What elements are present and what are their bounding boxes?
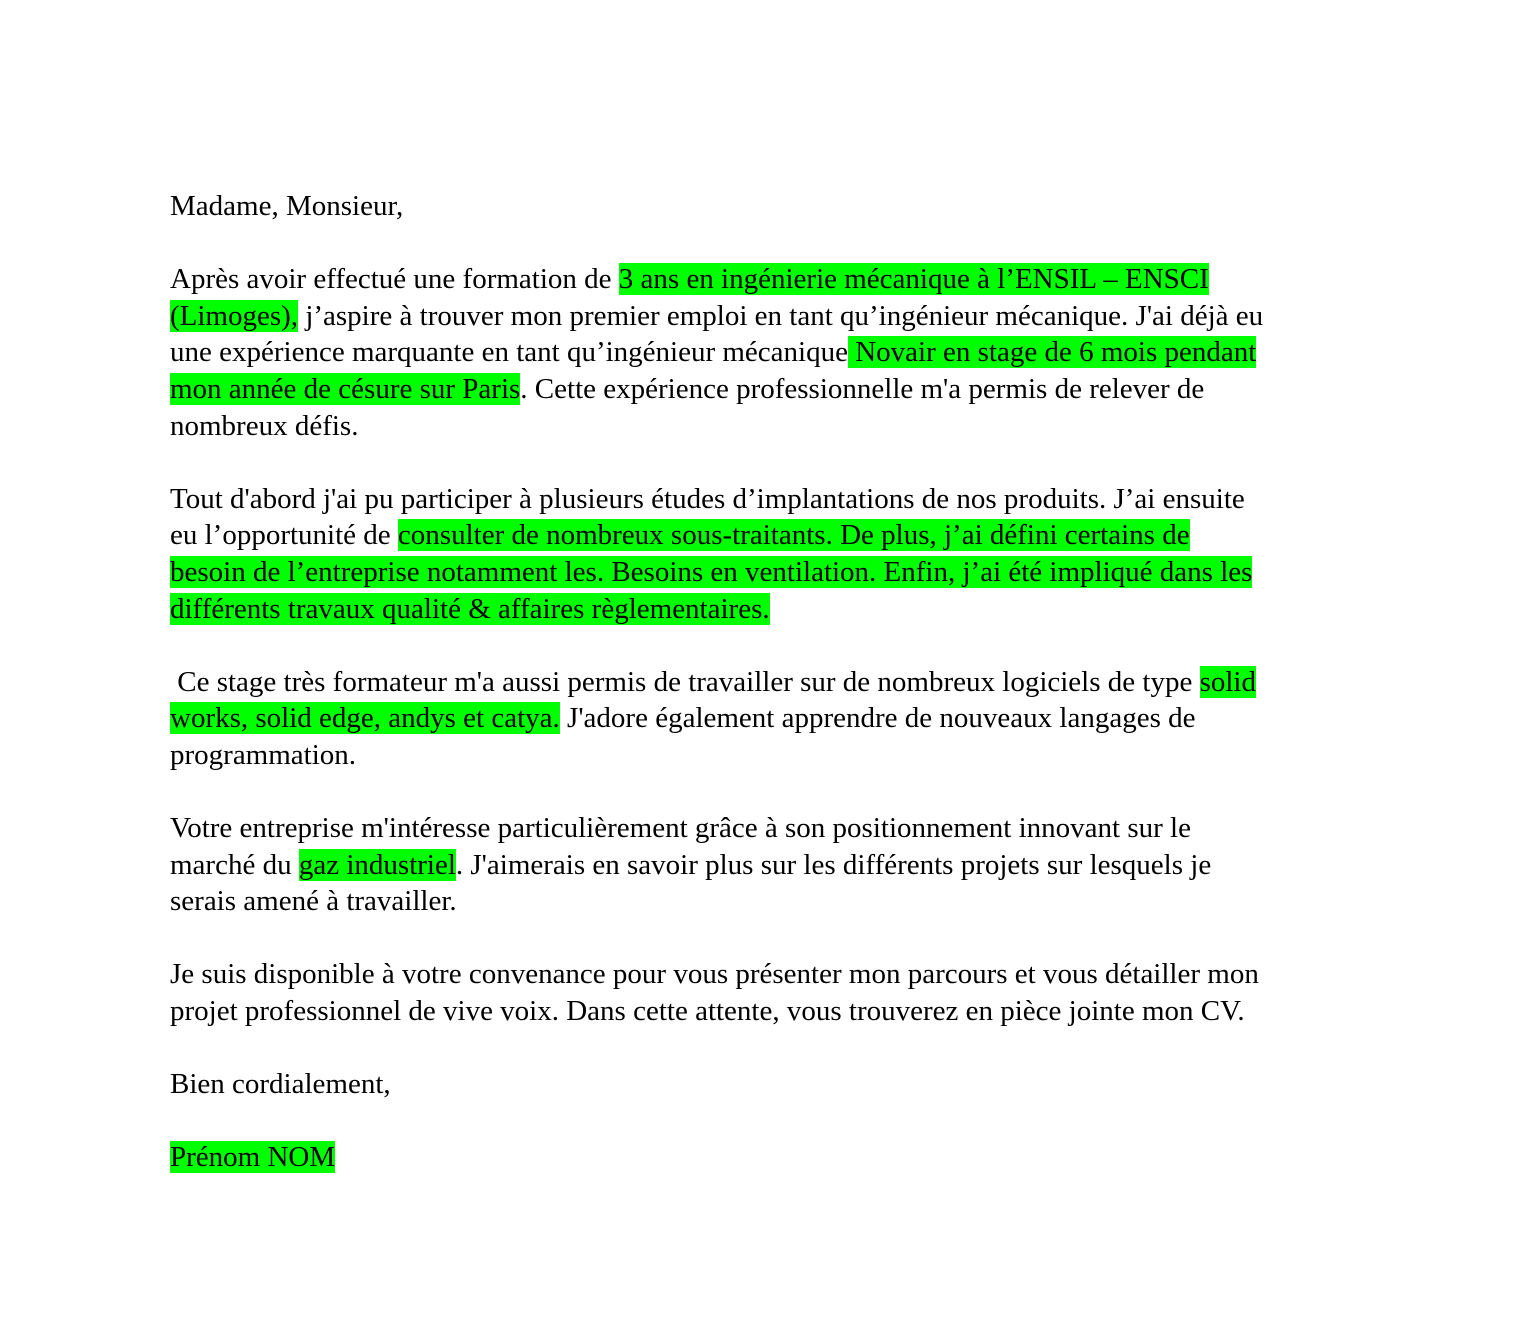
text-run: marché du xyxy=(170,848,299,881)
signature-name: Prénom NOM xyxy=(170,1141,336,1174)
text-run: eu l’opportunité de xyxy=(170,519,398,552)
text-run: J'adore également apprendre de nouveaux langages de xyxy=(559,702,1196,735)
paragraph-software xyxy=(170,664,1380,774)
line: serais amené à travailler. xyxy=(170,885,457,918)
line: projet professionnel de vive voix. Dans cette attente, vous trouverez en pièce jointe mon CV. xyxy=(170,995,1245,1028)
closing-text: Bien cordialement, xyxy=(170,1068,391,1101)
line xyxy=(170,664,1380,701)
paragraph-education xyxy=(170,261,1380,444)
line xyxy=(170,700,1380,737)
line xyxy=(170,517,1380,554)
text-run: j’aspire à trouver mon premier emploi en tant qu’ingénieur mécanique. J'ai déjà eu xyxy=(298,299,1264,332)
highlighted-text: Novair en stage de 6 mois pendant xyxy=(847,336,1257,369)
text-run: . Cette expérience professionnelle m'a permis de relever de xyxy=(520,372,1205,405)
cover-letter xyxy=(170,188,1380,1213)
salutation xyxy=(170,188,1380,225)
paragraph-internship xyxy=(170,481,1380,627)
highlighted-text: solid xyxy=(1199,665,1256,698)
line xyxy=(170,261,1380,298)
line: Tout d'abord j'ai pu participer à plusieurs études d’implantations de nos produits. J’ai ensuite xyxy=(170,482,1245,515)
line xyxy=(170,298,1380,335)
line: programmation. xyxy=(170,738,357,771)
highlighted-text: works, solid edge, andys et catya. xyxy=(170,702,560,735)
salutation-text: Madame, Monsieur, xyxy=(170,190,404,222)
text-run: . J'aimerais en savoir plus sur les différents projets sur lesquels je xyxy=(455,848,1212,881)
line: Je suis disponible à votre convenance pour vous présenter mon parcours et vous détailler mon xyxy=(170,958,1259,991)
line xyxy=(170,334,1380,371)
signature-line xyxy=(170,1139,1380,1176)
line: Votre entreprise m'intéresse particulièrement grâce à son positionnement innovant sur le xyxy=(170,812,1191,845)
line xyxy=(170,554,1380,591)
highlighted-text: gaz industriel xyxy=(298,848,456,881)
text-run: Après avoir effectué une formation de xyxy=(170,263,619,296)
highlighted-text: consulter de nombreux sous-traitants. De plus, j’ai défini certains de xyxy=(397,519,1190,552)
highlighted-text: 3 ans en ingénierie mécanique à l’ENSIL – ENSCI xyxy=(618,263,1209,296)
line xyxy=(170,371,1380,408)
highlighted-text: différents travaux qualité & affaires règlementaires. xyxy=(170,592,770,625)
line: nombreux défis. xyxy=(170,409,359,442)
highlighted-text: mon année de césure sur Paris xyxy=(170,372,521,405)
line xyxy=(170,847,1380,884)
signature xyxy=(170,1139,1380,1176)
closing xyxy=(170,1066,1380,1103)
line xyxy=(170,591,1380,628)
text-run: une expérience marquante en tant qu’ingénieur mécanique xyxy=(170,336,848,369)
highlighted-text: (Limoges), xyxy=(170,299,299,332)
paragraph-availability xyxy=(170,956,1380,1029)
text-run: Ce stage très formateur m'a aussi permis de travailler sur de nombreux logiciels de type xyxy=(170,665,1200,698)
paragraph-company xyxy=(170,810,1380,920)
highlighted-text: besoin de l’entreprise notamment les. Besoins en ventilation. Enfin, j’ai été impliqué dans les xyxy=(170,555,1253,588)
